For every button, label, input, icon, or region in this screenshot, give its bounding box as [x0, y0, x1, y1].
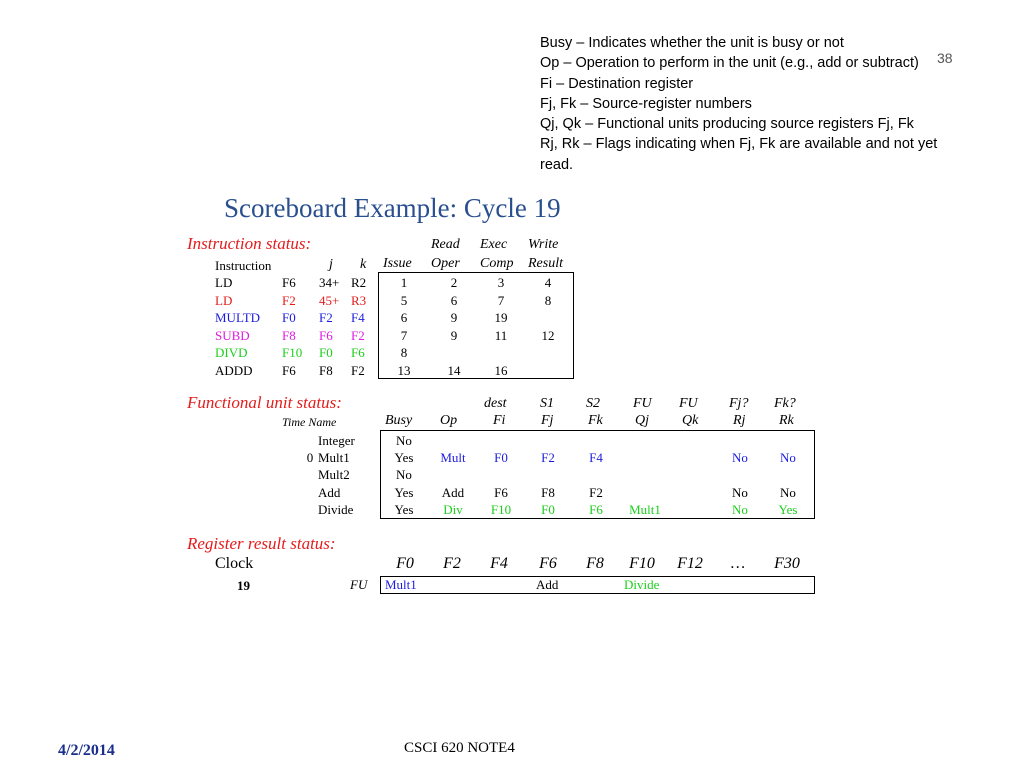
- instruction-dest-cell: F6: [282, 363, 296, 378]
- instruction-op-cell: LD: [215, 275, 233, 290]
- fu-name-cell: Mult2: [318, 467, 350, 483]
- fu-busy-cell: No: [396, 467, 412, 483]
- header-dest: dest: [484, 396, 507, 411]
- instruction-k-cell: F4: [351, 310, 365, 326]
- fu-fi-cell: F6: [494, 484, 508, 500]
- fu-time-cell: 0: [306, 450, 314, 466]
- instruction-exec-cell: 16: [494, 363, 508, 378]
- instruction-exec-cell: 11: [494, 327, 508, 343]
- header-j: j: [329, 257, 333, 272]
- fu-rk-cell: No: [780, 484, 796, 500]
- note-line: Fi – Destination register: [540, 75, 694, 92]
- header-fkq: Fk?: [774, 396, 796, 411]
- header-time: Time: [282, 415, 306, 429]
- fu-rk-cell: Yes: [778, 501, 798, 517]
- fu-label: FU: [350, 577, 368, 592]
- note-line: read.: [540, 156, 574, 173]
- instruction-read-cell: 9: [450, 310, 458, 326]
- instruction-k-cell: R2: [351, 275, 367, 290]
- header-rk: Rk: [779, 413, 794, 428]
- header-op: Op: [440, 413, 458, 428]
- header-time-name: [282, 415, 336, 430]
- register-result-status-label: Register result status:: [187, 534, 336, 553]
- instruction-dest-cell: F0: [282, 310, 296, 326]
- header-fu1: FU: [633, 396, 652, 411]
- instruction-exec-cell: 7: [497, 292, 505, 308]
- instruction-read-cell: 14: [447, 363, 461, 378]
- note-line: Qj, Qk – Functional units producing source registers Fj, Fk: [540, 116, 914, 133]
- header-qj: Qj: [635, 413, 649, 428]
- header-instruction: Instruction: [215, 258, 272, 273]
- header-write: Result: [528, 256, 563, 271]
- instruction-read-cell: 9: [450, 327, 458, 343]
- fu-busy-cell: Yes: [394, 484, 414, 500]
- fu-rj-cell: No: [732, 484, 748, 500]
- instruction-dest-cell: F8: [282, 327, 296, 343]
- header-qk: Qk: [682, 413, 699, 428]
- header-exec-top: Exec: [480, 237, 508, 252]
- clock-value: 19: [237, 578, 250, 593]
- register-header-cell: F30: [774, 555, 800, 572]
- header-read-top: Read: [431, 237, 460, 252]
- fu-fi-cell: F10: [490, 501, 512, 517]
- fu-name-cell: Add: [318, 484, 341, 500]
- instruction-k-cell: R3: [351, 292, 367, 308]
- instruction-j-cell: 45+: [319, 292, 340, 308]
- instruction-dest-cell: F10: [282, 345, 303, 361]
- instruction-write-cell: 4: [544, 275, 552, 290]
- fu-qj-cell: Mult1: [629, 501, 661, 517]
- instruction-dest-cell: F6: [282, 275, 296, 290]
- instruction-j-cell: F2: [319, 310, 333, 326]
- instruction-op-cell: ADDD: [215, 363, 253, 378]
- instruction-op-cell: LD: [215, 292, 233, 308]
- header-fjq: Fj?: [729, 396, 749, 411]
- register-header-cell: F8: [586, 555, 604, 572]
- footer-date: 4/2/2014: [58, 742, 115, 759]
- fu-op-cell: Mult: [440, 450, 466, 466]
- fu-fj-cell: F0: [541, 501, 555, 517]
- instruction-issue-cell: 1: [400, 275, 408, 290]
- register-header-cell: F6: [539, 555, 557, 572]
- register-result-box: [380, 576, 815, 594]
- header-busy: Busy: [385, 413, 413, 428]
- header-fj: Fj: [541, 413, 554, 428]
- register-header-cell: …: [730, 555, 746, 572]
- fu-name-cell: Divide: [318, 501, 354, 517]
- slide-title: Scoreboard Example: Cycle 19: [224, 193, 561, 223]
- instruction-status-label: Instruction status:: [187, 234, 312, 253]
- instruction-j-cell: F6: [319, 327, 333, 343]
- fu-fk-cell: F6: [589, 501, 603, 517]
- header-read: Oper: [431, 256, 460, 271]
- instruction-exec-cell: 3: [497, 275, 505, 290]
- register-value-cell: Mult1: [385, 577, 417, 592]
- header-fi: Fi: [493, 413, 506, 428]
- clock-label: Clock: [215, 555, 254, 572]
- instruction-issue-cell: 13: [397, 363, 411, 378]
- instruction-k-cell: F2: [351, 327, 365, 343]
- header-exec: Comp: [480, 256, 514, 271]
- fu-fk-cell: F2: [589, 484, 603, 500]
- fu-fi-cell: F0: [494, 450, 508, 466]
- note-line: Busy – Indicates whether the unit is busy or not: [540, 35, 844, 51]
- header-rj: Rj: [733, 413, 746, 428]
- note-line: Fj, Fk – Source-register numbers: [540, 95, 752, 112]
- header-k: k: [360, 257, 367, 272]
- header-s1: S1: [540, 396, 554, 411]
- fu-name-cell: Integer: [318, 433, 355, 448]
- footer-course: CSCI 620 NOTE4: [404, 740, 515, 756]
- note-line: Rj, Rk – Flags indicating when Fj, Fk are available and not yet: [540, 136, 938, 153]
- instruction-issue-cell: 6: [400, 310, 408, 326]
- instruction-k-cell: F2: [351, 363, 365, 378]
- instruction-op-cell: DIVD: [215, 345, 248, 361]
- instruction-op-cell: SUBD: [215, 327, 250, 343]
- fu-name-cell: Mult1: [318, 450, 350, 466]
- register-value-cell: Divide: [624, 577, 660, 592]
- instruction-op-cell: MULTD: [215, 310, 261, 326]
- register-header-cell: F10: [629, 555, 655, 572]
- register-header-cell: F2: [443, 555, 461, 572]
- fu-fj-cell: F8: [541, 484, 555, 500]
- instruction-j-cell: 34+: [319, 275, 340, 290]
- header-fk: Fk: [588, 413, 603, 428]
- fu-rk-cell: No: [780, 450, 796, 466]
- instruction-issue-cell: 8: [400, 345, 408, 361]
- note-line: Op – Operation to perform in the unit (e.g., add or subtract): [540, 55, 919, 72]
- fu-op-cell: Div: [443, 501, 463, 517]
- fu-busy-cell: No: [396, 433, 412, 448]
- instruction-exec-cell: 19: [494, 310, 508, 326]
- instruction-issue-cell: 7: [400, 327, 408, 343]
- header-s2: S2: [586, 396, 600, 411]
- instruction-write-cell: 8: [544, 292, 552, 308]
- instruction-read-cell: 2: [450, 275, 458, 290]
- fu-rj-cell: No: [732, 501, 748, 517]
- fu-op-cell: Add: [441, 484, 465, 500]
- instruction-j-cell: F8: [319, 363, 333, 378]
- functional-unit-status-label: Functional unit status:: [187, 393, 342, 412]
- register-header-cell: F0: [396, 555, 414, 572]
- instruction-k-cell: F6: [351, 345, 365, 361]
- fu-fj-cell: F2: [541, 450, 555, 466]
- register-value-cell: Add: [536, 577, 559, 592]
- header-write-top: Write: [528, 237, 559, 252]
- fu-busy-cell: Yes: [394, 450, 414, 466]
- header-name: Name: [308, 415, 337, 429]
- instruction-issue-cell: 5: [400, 292, 408, 308]
- fu-rj-cell: No: [732, 450, 748, 466]
- fu-busy-cell: Yes: [394, 501, 414, 517]
- instruction-dest-cell: F2: [282, 292, 296, 308]
- header-issue: Issue: [383, 256, 412, 271]
- slide-number: 38: [937, 50, 953, 66]
- instruction-read-cell: 6: [450, 292, 458, 308]
- header-fu2: FU: [679, 396, 698, 411]
- instruction-j-cell: F0: [319, 345, 333, 361]
- instruction-write-cell: 12: [541, 327, 555, 343]
- fu-fk-cell: F4: [589, 450, 603, 466]
- register-header-cell: F12: [677, 555, 703, 572]
- register-header-cell: F4: [490, 555, 508, 572]
